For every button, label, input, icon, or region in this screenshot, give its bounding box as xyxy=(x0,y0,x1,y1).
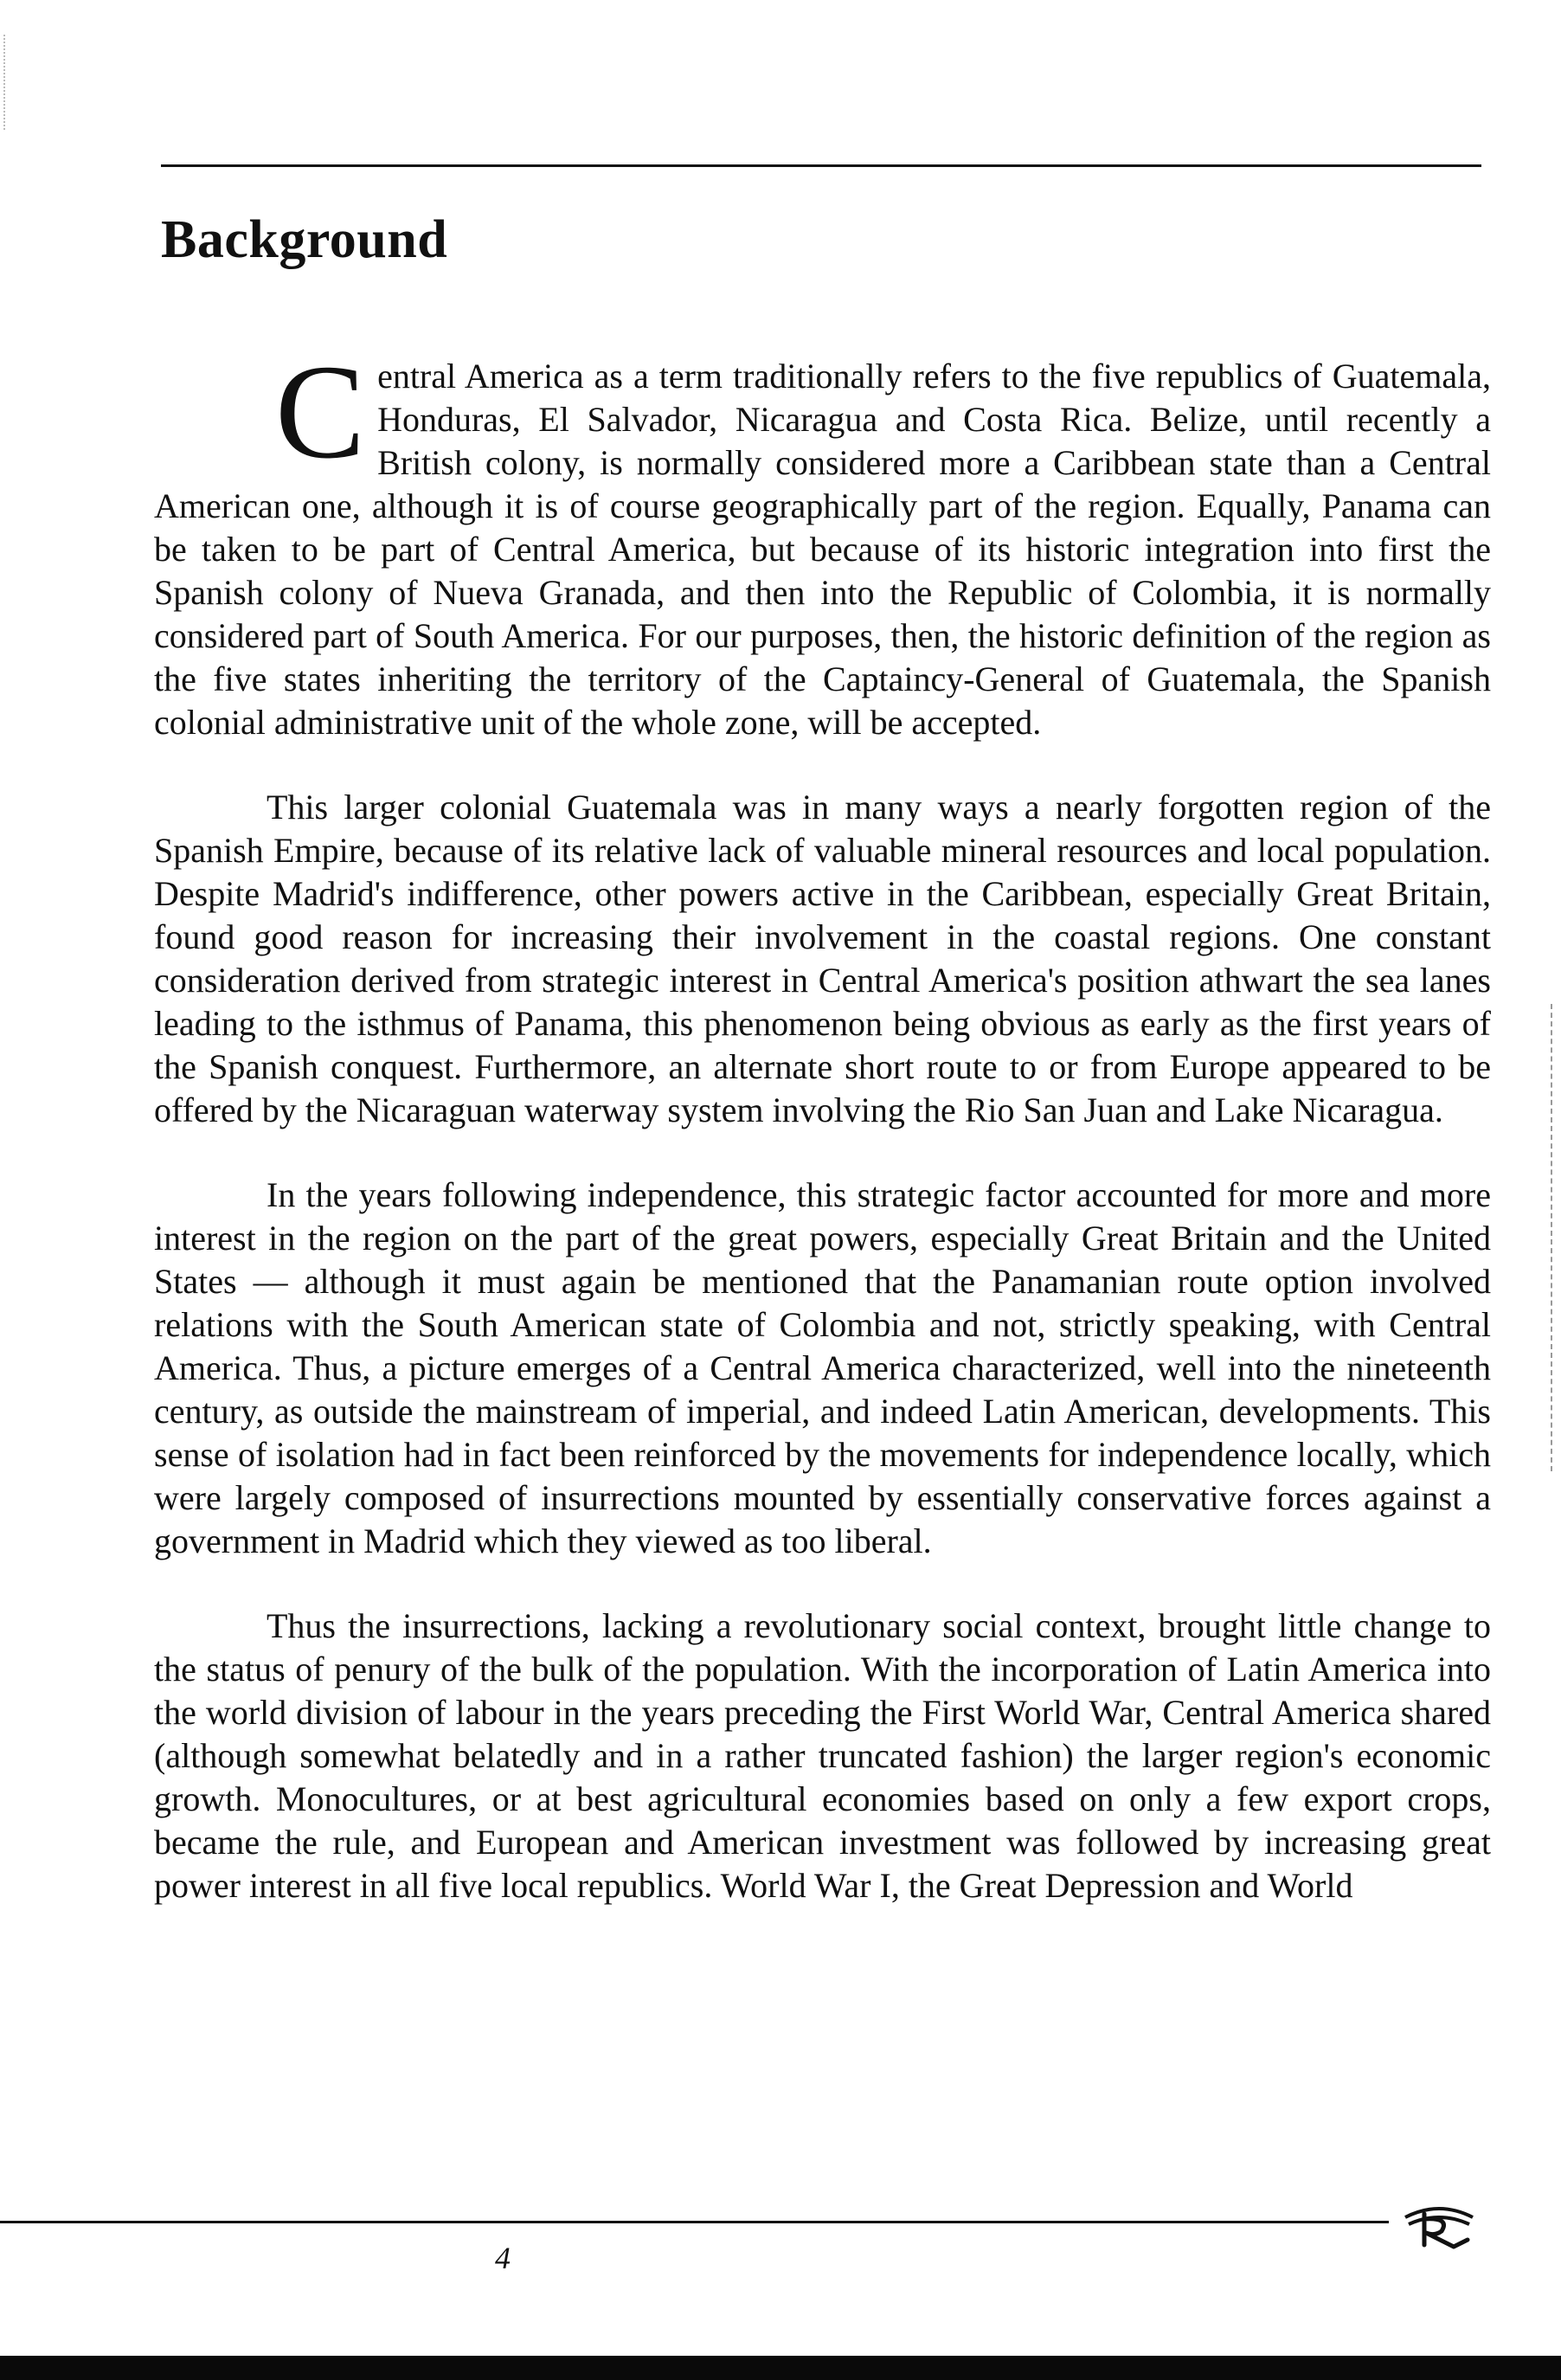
scan-bottom-border xyxy=(0,2356,1561,2380)
publisher-mark-icon xyxy=(1400,2198,1478,2250)
scan-edge-marks-right xyxy=(1551,1004,1556,1471)
body-text xyxy=(154,337,1491,1949)
drop-cap: C xyxy=(275,337,366,486)
paragraph-4: Thus the insurrections, lacking a revolutionary social context, brought little change to the status of penury of the bulk of the population. With the incorporation of Latin America into the world division of labour in the years preceding the First World War, Central America shared (although somewhat belatedly and in a rather truncated fashion) the larger region's economic growth. Monocultures, or at best agricultural economies based on only a few export crops, became the rule, and European and American investment was followed by increasing great power interest in all five local republics. World War I, the Great Depression and World xyxy=(154,1606,1491,1905)
page-number: 4 xyxy=(495,2241,511,2275)
section-heading: Background xyxy=(161,210,448,269)
paragraph-3: In the years following independence, this strategic factor accounted for more and more interest in the region on the part of the great powers, especially Great Britain and the United States — although it must again be mentioned that the Panamanian route option involved relations with the South American state of Colombia and not, strictly speaking, with Central America. Thus, a picture emerges of a Central America characterized, well into the nineteenth century, as outside the mainstream of imperial, and indeed Latin American, developments. This sense of isolation had in fact been reinforced by the movements for independence locally, which were largely composed of insurrections mounted by essentially conservative forces against a government in Madrid which they viewed as too liberal. xyxy=(154,1175,1491,1560)
top-rule xyxy=(161,164,1481,167)
bottom-rule xyxy=(0,2221,1389,2223)
paragraph-1-text: entral America as a term traditionally refers to the five republics of Guatemala, Honduras, El Salvador, Nicaragua and Costa Rica. Belize, until recently a British colony, is normally considered more a Caribbean state than a Central American one, although it is of course geographically part of the region. Equally, Panama can be taken to be part of Central America, but because of its historic integration into first the Spanish colony of Nueva Granada, and then into the Republic of Colombia, it is normally considered part of South America. For our purposes, then, the historic definition of the region as the five states inheriting the territory of the Captaincy-General of Guatemala, the Spanish colonial administrative unit of the whole zone, will be accepted. xyxy=(154,357,1491,742)
paragraph-1 xyxy=(154,337,1491,744)
paragraph-2: This larger colonial Guatemala was in many ways a nearly forgotten region of the Spanish Empire, because of its relative lack of valuable mineral resources and local population. Despite Madrid's indifference, other powers active in the Caribbean, especially Great Britain, found good reason for increasing their involvement in the coastal regions. One constant consideration derived from strategic interest in Central America's position athwart the sea lanes leading to the isthmus of Panama, this phenomenon being obvious as early as the first years of the Spanish conquest. Furthermore, an alternate short route to or from Europe appeared to be offered by the Nicaraguan waterway system involving the Rio San Juan and Lake Nicaragua. xyxy=(154,788,1491,1129)
scan-edge-marks-left xyxy=(3,35,7,130)
